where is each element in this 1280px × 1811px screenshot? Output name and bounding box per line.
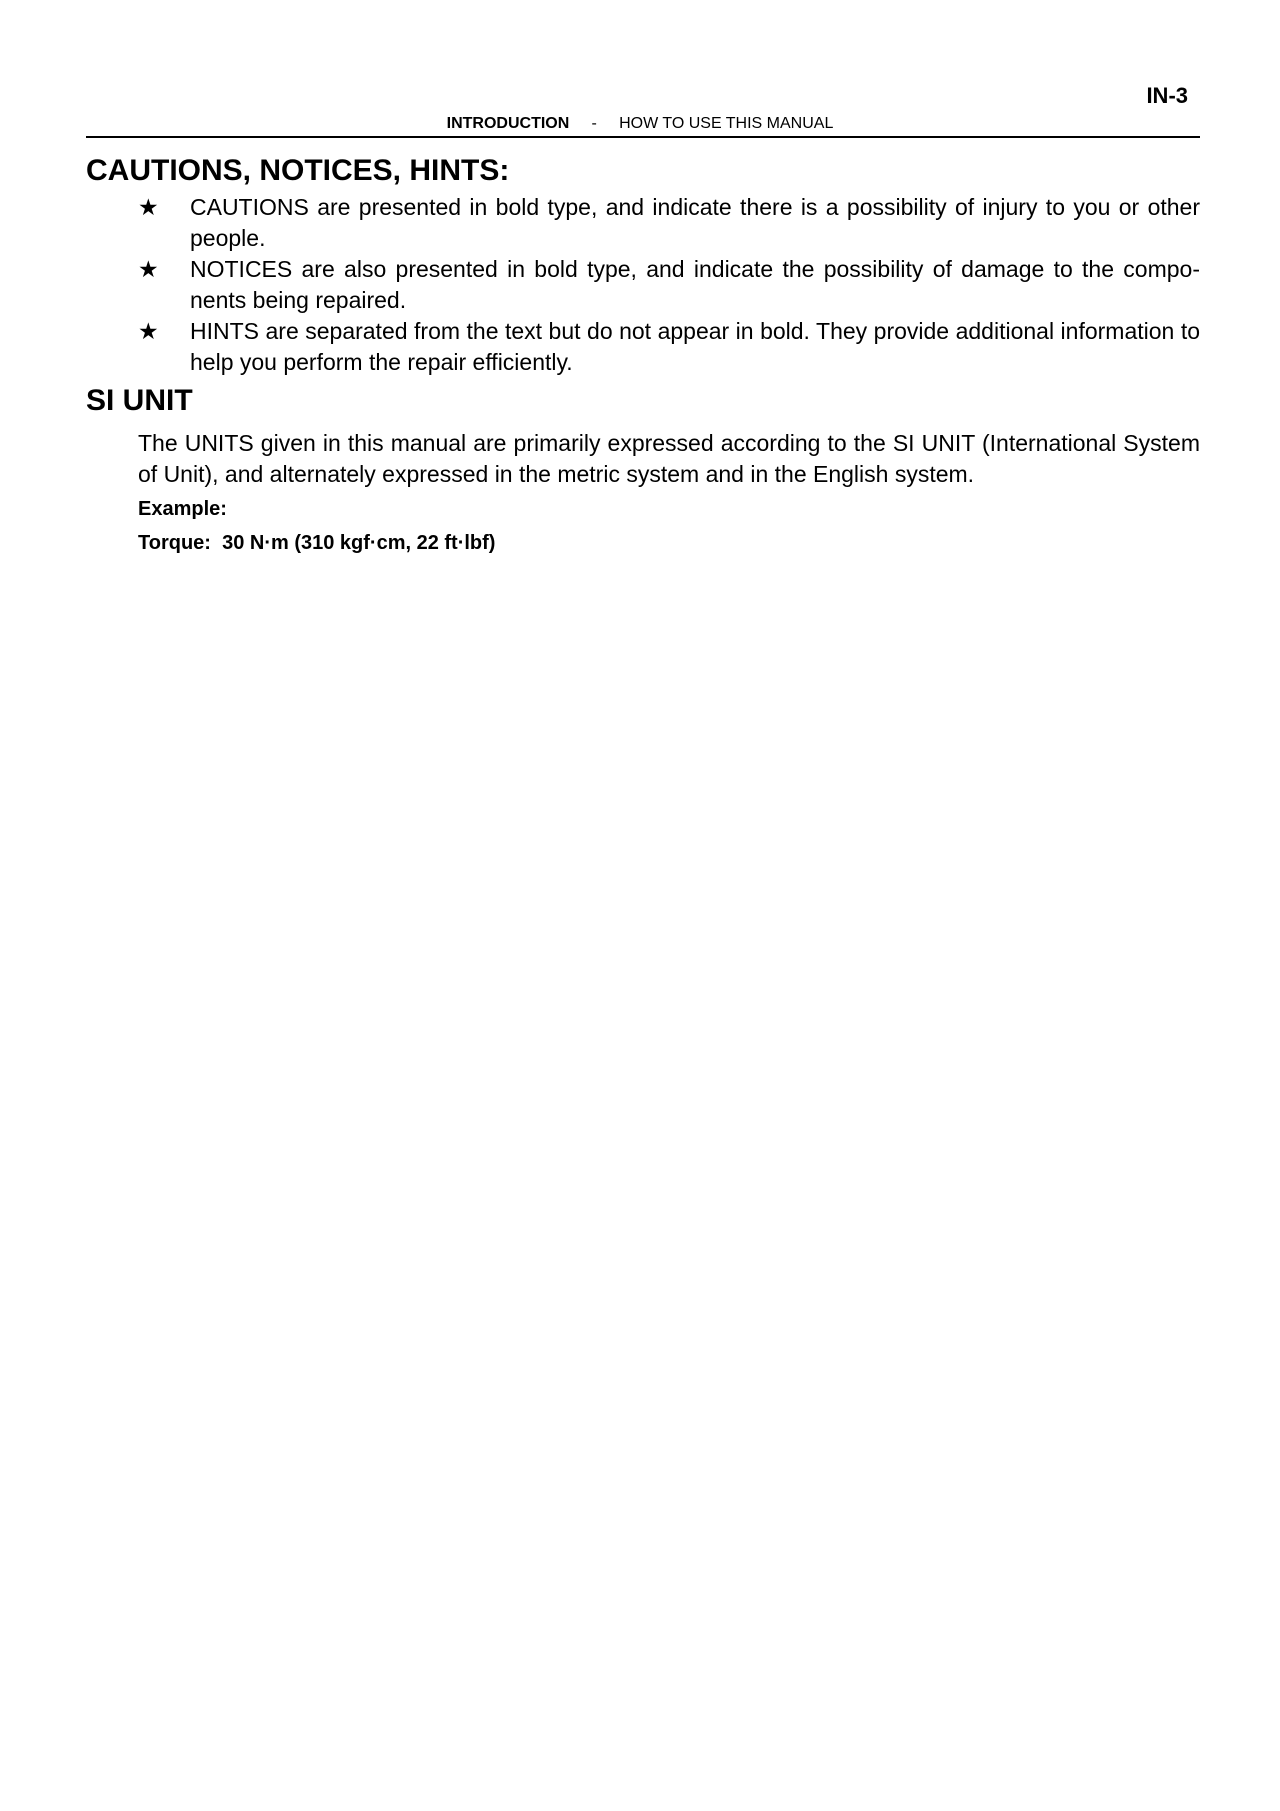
cautions-heading: CAUTIONS, NOTICES, HINTS: <box>86 154 510 187</box>
running-header <box>0 114 1280 134</box>
page-number: IN-3 <box>1146 83 1188 108</box>
torque-line <box>138 528 1200 558</box>
list-item-text: CAUTIONS are presented in bold type, and indicate there is a possibility of injury to you or other people. <box>190 194 1200 251</box>
list-item <box>86 316 1200 378</box>
header-section: INTRODUCTION <box>446 115 570 132</box>
si-unit-section <box>86 382 1200 558</box>
page-content <box>86 152 1200 558</box>
list-item-text: HINTS are separated from the text but do not appear in bold. They provide additional information to help you perform the repair efficiently. <box>190 318 1200 375</box>
star-icon: ★ <box>138 194 159 220</box>
header-subsection: HOW TO USE THIS MANUAL <box>619 115 834 132</box>
si-unit-paragraph: The UNITS given in this manual are primarily expressed according to the SI UNIT (International System of Unit), and alternately expressed in the metric system and in the English system. <box>138 430 1200 487</box>
header-separator: - <box>591 115 597 132</box>
torque-value: 30 N·m (310 kgf·cm, 22 ft·lbf) <box>222 532 496 554</box>
list-item-text: NOTICES are also presented in bold type, and indicate the possibility of damage to the compo-nents being repaired. <box>190 256 1200 313</box>
cautions-list <box>86 192 1200 378</box>
star-icon: ★ <box>138 256 159 282</box>
si-unit-heading: SI UNIT <box>86 384 193 417</box>
list-item <box>86 192 1200 254</box>
header-rule <box>86 136 1200 138</box>
star-icon: ★ <box>138 318 159 344</box>
example-label: Example: <box>138 498 227 520</box>
list-item <box>86 254 1200 316</box>
torque-label: Torque: <box>138 532 211 554</box>
